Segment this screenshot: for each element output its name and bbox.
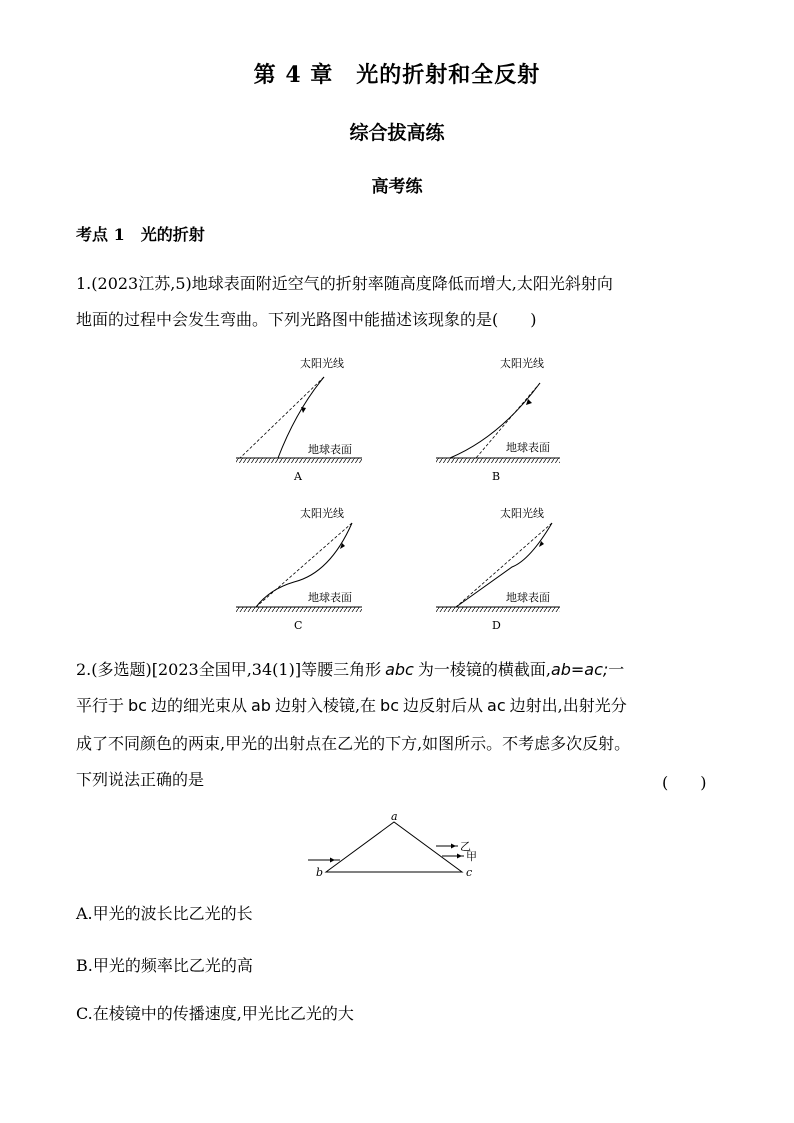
panel-a-label: A — [294, 470, 302, 483]
q2-line2-e: 边射出,出射光分 — [509, 696, 627, 715]
topic-heading: 考点 1 光的折射 — [76, 225, 205, 244]
q2-term-abc: abc — [385, 660, 414, 679]
q2-line2-d: 边反射后从 — [403, 696, 484, 715]
question2-prism-figure — [300, 808, 500, 880]
panel-d-ground-hatch — [436, 607, 560, 612]
panel-c-ground-hatch — [236, 607, 362, 612]
q2-term-bc: bc — [128, 696, 147, 715]
question1-figure — [230, 345, 570, 640]
question2-answer-paren: ( ) — [662, 773, 707, 792]
prism-triangle — [326, 822, 462, 872]
panel-a-ray-label: 太阳光线 — [300, 357, 344, 370]
panel-a-ground-hatch — [236, 458, 362, 463]
question2-line2 — [76, 696, 627, 716]
question1-line1: 1.(2023江苏,5)地球表面附近空气的折射率随高度降低而增大,太阳光斜射向 — [76, 274, 613, 293]
option-a: A.甲光的波长比乙光的长 — [76, 904, 253, 923]
q2-line1-mid: 为一棱镜的横截面, — [417, 660, 551, 679]
question2-line4: 下列说法正确的是 — [76, 770, 205, 789]
option-b: B.甲光的频率比乙光的高 — [76, 956, 253, 975]
beam-jia-arrow — [457, 854, 462, 859]
beam-yi-arrow — [451, 844, 456, 849]
q2-line1-prefix: 2.(多选题)[2023全国甲,34(1)]等腰三角形 — [76, 660, 382, 679]
q2-line2-b: 边的细光束从 — [150, 696, 247, 715]
question2-line1 — [76, 660, 624, 680]
vertex-a-label: a — [391, 810, 398, 823]
panel-a-arrow — [301, 407, 306, 413]
q2-term-bc2: bc — [380, 696, 399, 715]
beam-yi-label: 乙 — [460, 840, 471, 853]
panel-d-label: D — [492, 619, 501, 632]
question1-line2: 地面的过程中会发生弯曲。下列光路图中能描述该现象的是( ) — [76, 310, 537, 329]
panel-b-label: B — [492, 470, 501, 483]
question2-line3: 成了不同颜色的两束,甲光的出射点在乙光的下方,如图所示。不考虑多次反射。 — [76, 734, 631, 753]
q2-term-ab: ab — [250, 696, 271, 715]
panel-c — [236, 506, 362, 632]
panel-b-ray-label: 太阳光线 — [500, 357, 544, 370]
panel-c-ray-label: 太阳光线 — [300, 507, 344, 520]
chapter-title: 第 4 章 光的折射和全反射 — [253, 62, 541, 88]
panel-b-ground-hatch — [436, 458, 560, 463]
q2-term-ac: ac — [487, 696, 506, 715]
incident-beam-arrow — [330, 858, 335, 863]
q2-line1-suffix: 一 — [608, 660, 625, 679]
panel-a — [236, 356, 362, 483]
panel-a-surface-label: 地球表面 — [308, 443, 352, 456]
option-c: C.在棱镜中的传播速度,甲光比乙光的大 — [76, 1004, 354, 1023]
section-title: 综合拔高练 — [349, 122, 445, 144]
q2-line2-a: 平行于 — [76, 696, 125, 715]
vertex-b-label: b — [316, 866, 324, 879]
panel-b — [436, 356, 560, 483]
beam-jia-label: 甲 — [466, 850, 477, 863]
panel-c-label: C — [294, 619, 303, 632]
panel-b-surface-label: 地球表面 — [506, 441, 550, 454]
vertex-c-label: c — [466, 866, 473, 879]
q2-term-eq: ab=ac; — [550, 660, 609, 679]
panel-d — [436, 506, 560, 632]
q2-line2-c: 边射入棱镜,在 — [274, 696, 377, 715]
panel-c-surface-label: 地球表面 — [308, 591, 352, 604]
subsection-title: 高考练 — [371, 177, 423, 197]
panel-d-ray-label: 太阳光线 — [500, 507, 544, 520]
panel-d-surface-label: 地球表面 — [506, 591, 550, 604]
